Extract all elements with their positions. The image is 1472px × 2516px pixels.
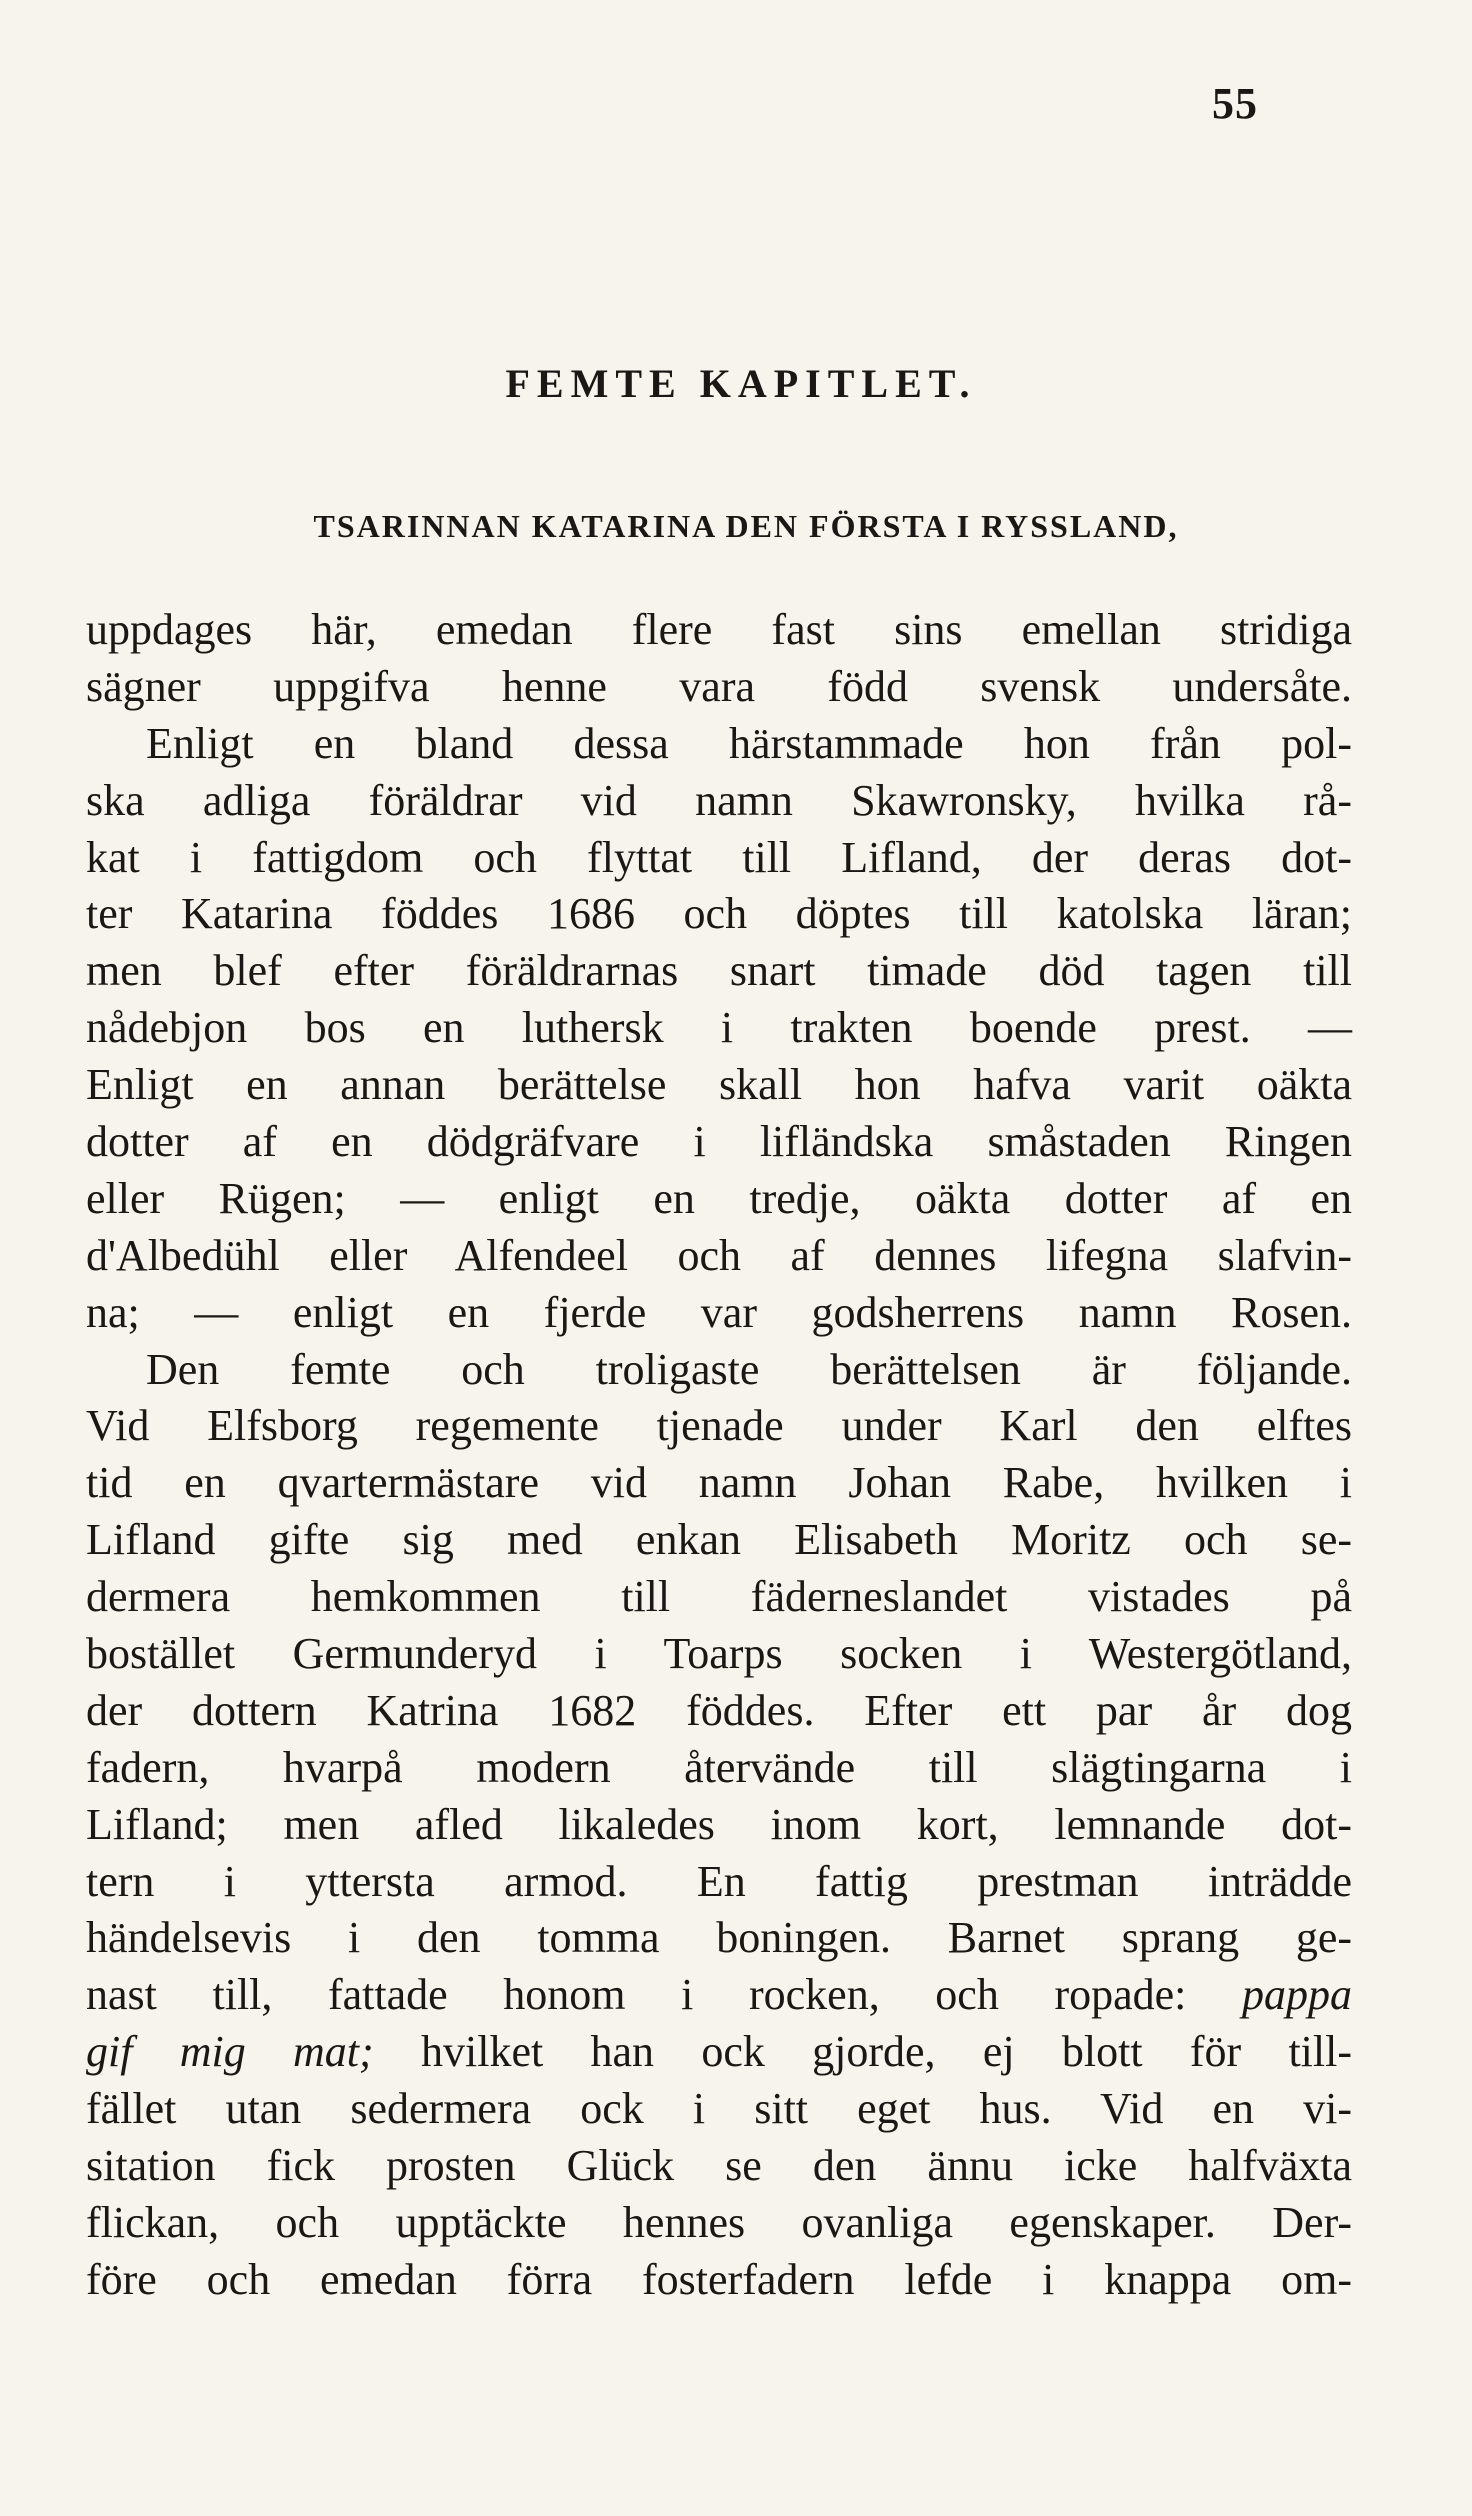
text-line: tern i yttersta armod. En fattig prestman inträdde	[86, 1856, 1352, 1906]
text-line: dermera hemkommen till fäderneslandet vistades på	[86, 1572, 1352, 1622]
text-line: na; — enligt en fjerde var godsherrens namn Rosen.	[86, 1287, 1352, 1337]
text-line: der dottern Katrina 1682 föddes. Efter ett par år dog	[86, 1685, 1352, 1735]
text-segment: hvilket han ock gjorde, ej blott för till-	[421, 2027, 1353, 2077]
text-line: Lifland gifte sig med enkan Elisabeth Moritz och se-	[86, 1515, 1352, 1565]
text-line: fället utan sedermera ock i sitt eget hus. Vid en vi-	[86, 2084, 1352, 2134]
chapter-subtitle: TSARINNAN KATARINA DEN FÖRSTA I RYSSLAND,	[313, 508, 1179, 544]
text-line-mixed	[86, 2024, 1352, 2081]
text-line: sägner uppgifva henne vara född svensk undersåte.	[86, 661, 1352, 711]
text-line: ska adliga föräldrar vid namn Skawronsky, hvilka rå-	[86, 775, 1352, 825]
text-line-mixed	[86, 1967, 1352, 2024]
text-line: Den femte och troligaste berättelsen är följande.	[146, 1344, 1352, 1394]
text-line: före och emedan förra fosterfadern lefde i knappa om-	[86, 2254, 1352, 2304]
page-number: 55	[1212, 79, 1258, 128]
text-line: eller Rügen; — enligt en tredje, oäkta dotter af en	[86, 1173, 1352, 1223]
text-segment: nast till, fattade honom i rocken, och ropade:	[86, 1970, 1187, 2020]
text-line: kat i fattigdom och flyttat till Lifland, der deras dot-	[86, 832, 1352, 882]
text-line: dotter af en dödgräfvare i lifländska småstaden Ringen	[86, 1117, 1352, 1167]
text-line: d'Albedühl eller Alfendeel och af dennes lifegna slafvin-	[86, 1230, 1352, 1280]
text-line: Enligt en annan berättelse skall hon hafva varit oäkta	[86, 1060, 1352, 1110]
italic-quote: pappa	[1242, 1970, 1353, 2020]
text-line: Lifland; men afled likaledes inom kort, lemnande dot-	[86, 1799, 1352, 1849]
text-line: ter Katarina föddes 1686 och döptes till katolska läran;	[86, 889, 1352, 939]
body-text	[86, 602, 1352, 2309]
text-line: sitation fick prosten Glück se den ännu icke halfväxta	[86, 2141, 1352, 2191]
text-line: nådebjon bos en luthersk i trakten boende prest. —	[86, 1003, 1352, 1053]
text-line: bostället Germunderyd i Toarps socken i Westergötland,	[86, 1629, 1352, 1679]
text-line: men blef efter föräldrarnas snart timade död tagen till	[86, 946, 1352, 996]
text-line: fadern, hvarpå modern återvände till slägtingarna i	[86, 1742, 1352, 1792]
text-line: tid en qvartermästare vid namn Johan Rabe, hvilken i	[86, 1458, 1352, 1508]
text-line: Vid Elfsborg regemente tjenade under Karl den elftes	[86, 1401, 1352, 1451]
chapter-title: FEMTE KAPITLET.	[505, 361, 977, 406]
italic-quote: gif mig mat;	[86, 2027, 374, 2077]
text-line: Enligt en bland dessa härstammade hon från pol-	[146, 718, 1352, 768]
text-line: händelsevis i den tomma boningen. Barnet sprang ge-	[86, 1913, 1352, 1963]
text-line: uppdages här, emedan flere fast sins emellan stridiga	[86, 605, 1352, 654]
text-line: flickan, och upptäckte hennes ovanliga egenskaper. Der-	[86, 2197, 1352, 2247]
